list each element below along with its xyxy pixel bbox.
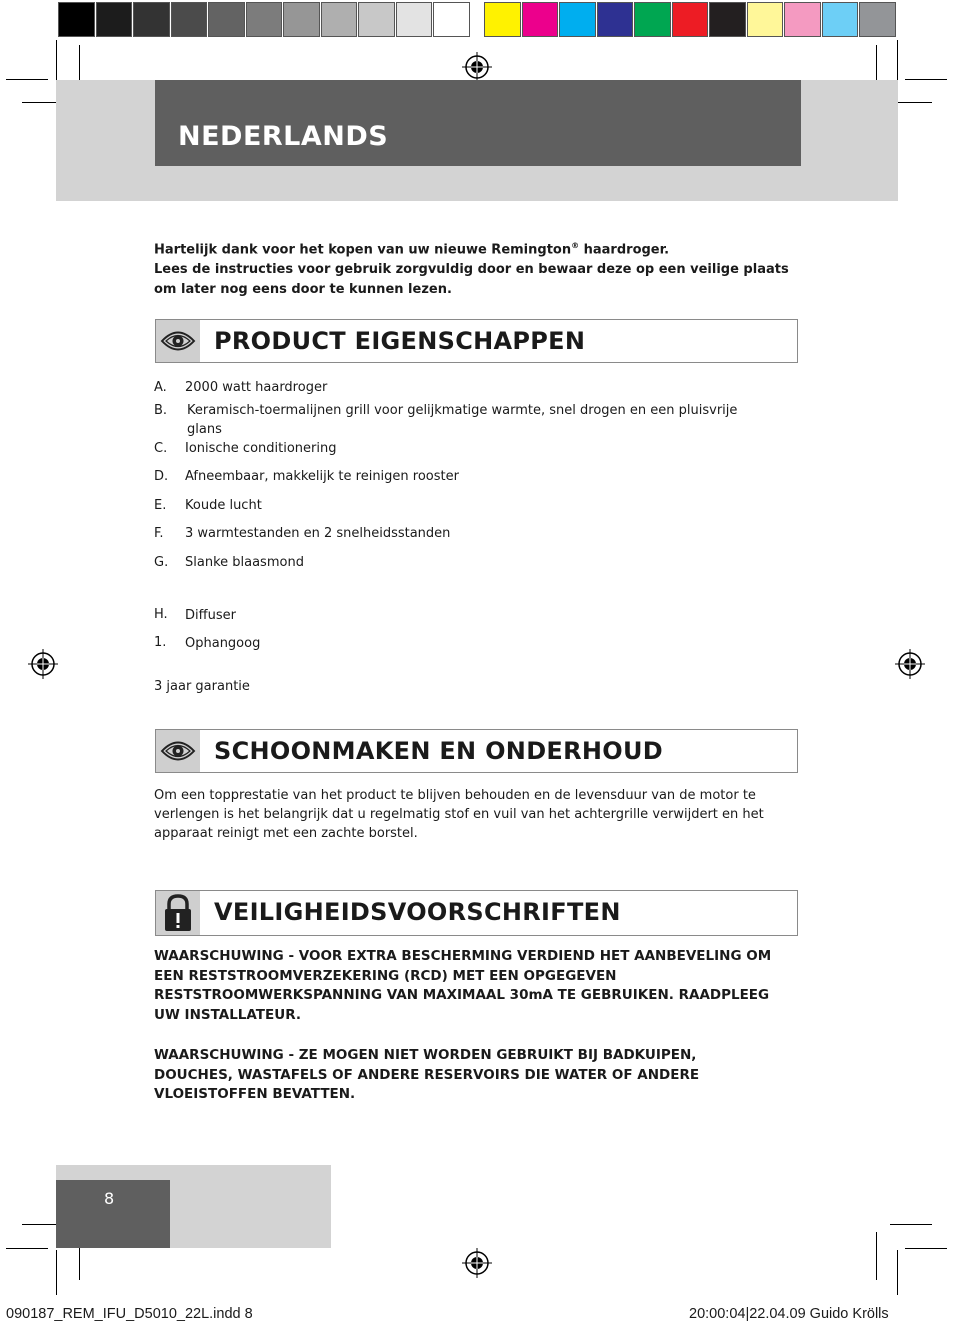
warranty-text: 3 jaar garantie (154, 679, 250, 694)
color-swatch (822, 2, 859, 37)
color-swatch (559, 2, 596, 37)
section-header-safety (155, 890, 798, 936)
gray-swatch (358, 2, 395, 37)
page-title: NEDERLANDS (178, 121, 389, 152)
section-header-cleaning (155, 729, 798, 773)
section-title: SCHOONMAKEN EN ONDERHOUD (214, 737, 663, 765)
color-swatch (484, 2, 521, 37)
gray-swatch (396, 2, 433, 37)
warning-rcd: WAARSCHUWING - VOOR EXTRA BESCHERMING VERDIEND HET AANBEVELING OM EEN RESTSTROOMVERZEKERING (RCD) MET EEN OPGEGEVEN RESTSTROOMWERKSPANNING VAN MAXIMAAL 30mA TE GEBRUIKEN. RAADPLEEG UW INSTALLATEUR. (154, 948, 772, 1023)
gray-swatch (433, 2, 470, 37)
eye-icon (156, 320, 200, 362)
gray-swatch (133, 2, 170, 37)
feature-text: Diffuser (185, 608, 236, 623)
feature-letter: A. (154, 380, 167, 395)
feature-letter: C. (154, 441, 168, 456)
feature-text: Ophangoog (185, 636, 261, 651)
warning-water: WAARSCHUWING - ZE MOGEN NIET WORDEN GEBRUIKT BIJ BADKUIPEN, DOUCHES, WASTAFELS OF ANDERE RESERVOIRS DIE WATER OF ANDERE VLOEISTOFFEN BEVATTEN. (154, 1047, 700, 1102)
color-swatch (747, 2, 784, 37)
color-swatch (634, 2, 671, 37)
page-number: 8 (104, 1189, 115, 1208)
gray-swatch (208, 2, 245, 37)
gray-swatch (96, 2, 133, 37)
color-swatch (672, 2, 709, 37)
feature-text: Ionische conditionering (185, 441, 337, 456)
registration-mark-icon (462, 1248, 492, 1278)
section-title: VEILIGHEIDSVOORSCHRIFTEN (214, 898, 621, 926)
registered-mark: ® (571, 241, 580, 250)
color-swatch (522, 2, 559, 37)
feature-letter: G. (154, 555, 169, 570)
gray-swatch (321, 2, 358, 37)
color-swatch (784, 2, 821, 37)
file-slug: 090187_REM_IFU_D5010_22L.indd 8 (6, 1306, 253, 1322)
feature-text: 3 warmtestanden en 2 snelheidsstanden (185, 526, 451, 541)
feature-letter: D. (154, 469, 169, 484)
gray-swatch (283, 2, 320, 37)
eye-icon (156, 730, 200, 772)
gray-swatch (171, 2, 208, 37)
cleaning-text: Om een topprestatie van het product te blijven behouden en de levensduur van de motor te verlengen is het belangrijk dat u regelmatig stof en vuil van het achtergrille verwijdert en het apparaat reinigt met een zachte borstel. (154, 788, 764, 841)
gray-swatch (246, 2, 283, 37)
feature-text: Koude lucht (185, 498, 262, 513)
feature-text: Slanke blaasmond (185, 555, 304, 570)
feature-text: Afneembaar, makkelijk te reinigen rooster (185, 469, 459, 484)
feature-letter: B. (154, 403, 168, 418)
section-title: PRODUCT EIGENSCHAPPEN (214, 327, 586, 355)
section-header-features (155, 319, 798, 363)
registration-mark-icon (895, 649, 925, 679)
color-swatch (709, 2, 746, 37)
feature-letter: F. (154, 526, 164, 541)
feature-text: 2000 watt haardroger (185, 380, 328, 395)
gray-swatch (58, 2, 95, 37)
color-swatch (859, 2, 896, 37)
feature-letter: 1. (154, 635, 167, 650)
feature-letter: E. (154, 498, 167, 513)
intro-instructions: Lees de instructies voor gebruik zorgvuldig door en bewaar deze op een veilige plaats om later nog eens door te kunnen lezen. (154, 262, 789, 298)
feature-text: Keramisch-toermalijnen grill voor gelijkmatige warmte, snel drogen en een pluisvrije glans (187, 403, 738, 437)
registration-mark-icon (462, 52, 492, 82)
registration-mark-icon (28, 649, 58, 679)
color-swatch (597, 2, 634, 37)
intro-thanks: Hartelijk dank voor het kopen van uw nieuwe Remington® haardroger. (154, 241, 670, 258)
padlock-warning-icon (156, 891, 200, 935)
feature-letter: H. (154, 607, 168, 622)
timestamp-slug: 20:00:04|22.04.09 Guido Krölls (689, 1306, 889, 1322)
intro-text (154, 236, 794, 300)
